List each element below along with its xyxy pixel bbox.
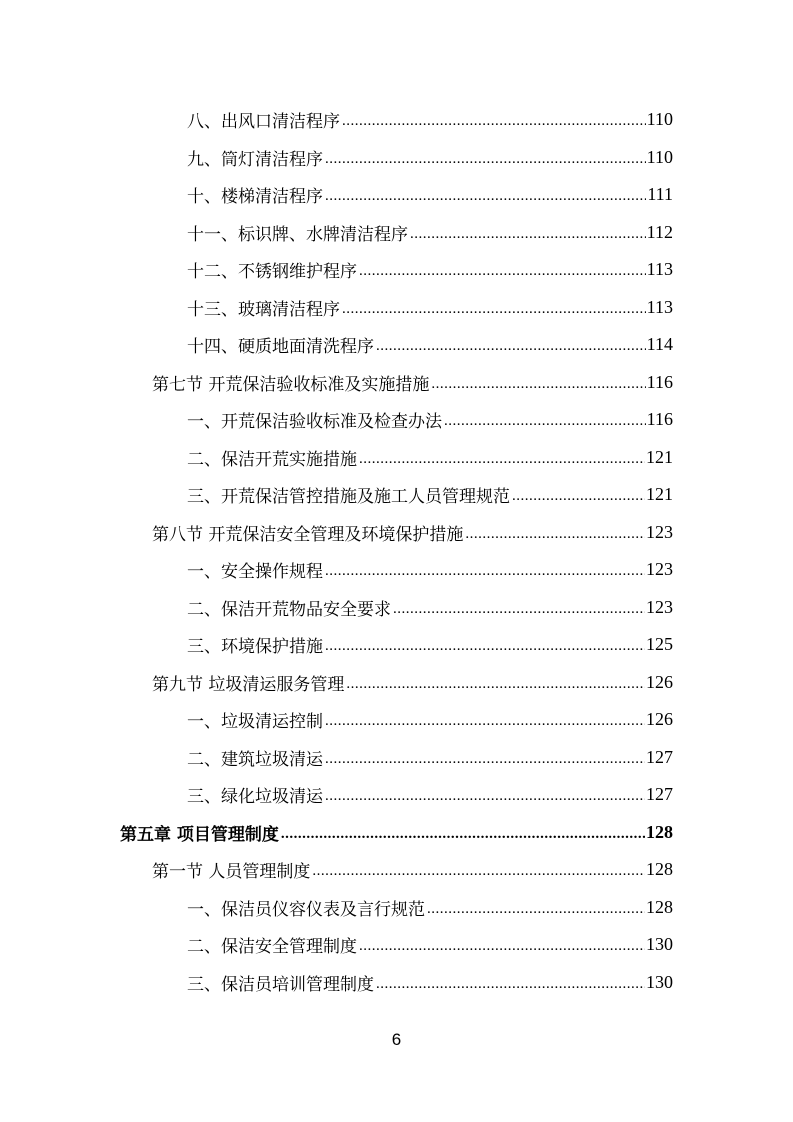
- toc-entry-title: 二、建筑垃圾清运: [187, 745, 325, 770]
- toc-entry-title: 第七节 开荒保洁验收标准及实施措施: [152, 370, 431, 395]
- toc-entry-title: 一、保洁员仪容仪表及言行规范: [187, 895, 427, 920]
- toc-entry-title: 八、出风口清洁程序: [187, 107, 342, 132]
- dot-leader: [427, 902, 645, 917]
- toc-entry-title: 三、绿化垃圾清运: [187, 782, 325, 807]
- toc-entry-page: 111: [647, 184, 673, 205]
- toc-entry-title: 十四、硬质地面清洗程序: [187, 332, 376, 357]
- toc-entry-page: 113: [646, 296, 673, 317]
- toc-section[interactable]: [0, 364, 673, 402]
- toc-entry-page: 110: [646, 146, 673, 167]
- dot-leader: [312, 864, 645, 879]
- dot-leader: [325, 714, 645, 729]
- dot-leader: [346, 677, 645, 692]
- toc-section[interactable]: [0, 664, 673, 702]
- dot-leader: [325, 189, 646, 204]
- toc-entry-page: 121: [646, 446, 673, 467]
- toc-entry-page: 127: [646, 746, 673, 767]
- toc-entry[interactable]: [0, 176, 673, 214]
- toc-entry-title: 二、保洁开荒物品安全要求: [187, 595, 393, 620]
- dot-leader: [359, 264, 646, 279]
- dot-leader: [512, 489, 645, 504]
- toc-entry[interactable]: [0, 964, 673, 1002]
- toc-entry-page: 126: [646, 671, 673, 692]
- toc-entry-page: 128: [646, 896, 673, 917]
- dot-leader: [325, 152, 646, 167]
- toc-entry-page: 123: [646, 596, 673, 617]
- toc-entry-page: 126: [646, 709, 673, 730]
- dot-leader: [376, 977, 645, 992]
- dot-leader: [342, 302, 646, 317]
- toc-entry[interactable]: [0, 101, 673, 139]
- toc-entry-page: 113: [646, 259, 673, 280]
- toc-entry-page: 110: [646, 109, 673, 130]
- toc-entry[interactable]: [0, 439, 673, 477]
- dot-leader: [393, 602, 645, 617]
- toc-entry[interactable]: [0, 701, 673, 739]
- dot-leader: [342, 114, 646, 129]
- page-number: 6: [391, 1030, 402, 1049]
- dot-leader: [376, 339, 646, 354]
- toc-entry-page: 121: [646, 484, 673, 505]
- table-of-contents: [0, 101, 793, 1001]
- dot-leader: [359, 939, 645, 954]
- toc-entry-title: 第一节 人员管理制度: [152, 857, 312, 882]
- toc-entry-title: 十一、标识牌、水牌清洁程序: [187, 220, 410, 245]
- toc-entry-title: 三、环境保护措施: [187, 632, 325, 657]
- toc-entry[interactable]: [0, 551, 673, 589]
- dot-leader: [431, 377, 645, 392]
- toc-entry-title: 十、楼梯清洁程序: [187, 182, 325, 207]
- toc-entry[interactable]: [0, 926, 673, 964]
- toc-entry[interactable]: [0, 251, 673, 289]
- toc-entry-page: 128: [646, 859, 673, 880]
- toc-entry-page: 112: [646, 221, 673, 242]
- toc-entry-title: 一、安全操作规程: [187, 557, 325, 582]
- dot-leader: [410, 227, 646, 242]
- dot-leader: [465, 527, 645, 542]
- toc-entry[interactable]: [0, 626, 673, 664]
- toc-entry-page: 123: [646, 521, 673, 542]
- dot-leader: [359, 452, 645, 467]
- toc-entry[interactable]: [0, 214, 673, 252]
- toc-entry-title: 第九节 垃圾清运服务管理: [152, 670, 346, 695]
- toc-entry[interactable]: [0, 889, 673, 927]
- dot-leader: [325, 639, 645, 654]
- toc-entry-page: 125: [646, 634, 673, 655]
- toc-entry-title: 三、保洁员培训管理制度: [187, 970, 376, 995]
- toc-entry[interactable]: [0, 326, 673, 364]
- toc-entry-title: 第八节 开荒保洁安全管理及环境保护措施: [152, 520, 465, 545]
- dot-leader: [325, 789, 645, 804]
- toc-entry[interactable]: [0, 289, 673, 327]
- dot-leader: [281, 827, 645, 842]
- toc-entry[interactable]: [0, 476, 673, 514]
- dot-leader: [444, 414, 646, 429]
- toc-entry-title: 一、垃圾清运控制: [187, 707, 325, 732]
- toc-chapter[interactable]: [0, 814, 673, 852]
- toc-entry-title: 一、开荒保洁验收标准及检查办法: [187, 407, 444, 432]
- toc-entry-title: 三、开荒保洁管控措施及施工人员管理规范: [187, 482, 512, 507]
- toc-section[interactable]: [0, 851, 673, 889]
- toc-section[interactable]: [0, 514, 673, 552]
- toc-entry-page: 114: [646, 334, 673, 355]
- toc-entry[interactable]: [0, 401, 673, 439]
- toc-entry-title: 十三、玻璃清洁程序: [187, 295, 342, 320]
- toc-entry[interactable]: [0, 776, 673, 814]
- toc-entry-page: 123: [646, 559, 673, 580]
- toc-entry-page: 128: [646, 821, 673, 842]
- toc-entry-page: 127: [646, 784, 673, 805]
- toc-entry-title: 二、保洁开荒实施措施: [187, 445, 359, 470]
- toc-entry-title: 第五章 项目管理制度: [120, 820, 281, 845]
- dot-leader: [325, 752, 645, 767]
- toc-entry[interactable]: [0, 739, 673, 777]
- toc-entry-title: 二、保洁安全管理制度: [187, 932, 359, 957]
- toc-entry-title: 九、筒灯清洁程序: [187, 145, 325, 170]
- toc-entry-page: 116: [646, 409, 673, 430]
- dot-leader: [325, 564, 645, 579]
- toc-entry-page: 130: [646, 971, 673, 992]
- toc-entry-page: 130: [646, 934, 673, 955]
- toc-entry[interactable]: [0, 139, 673, 177]
- toc-entry-title: 十二、不锈钢维护程序: [187, 257, 359, 282]
- toc-entry-page: 116: [646, 371, 673, 392]
- toc-entry[interactable]: [0, 589, 673, 627]
